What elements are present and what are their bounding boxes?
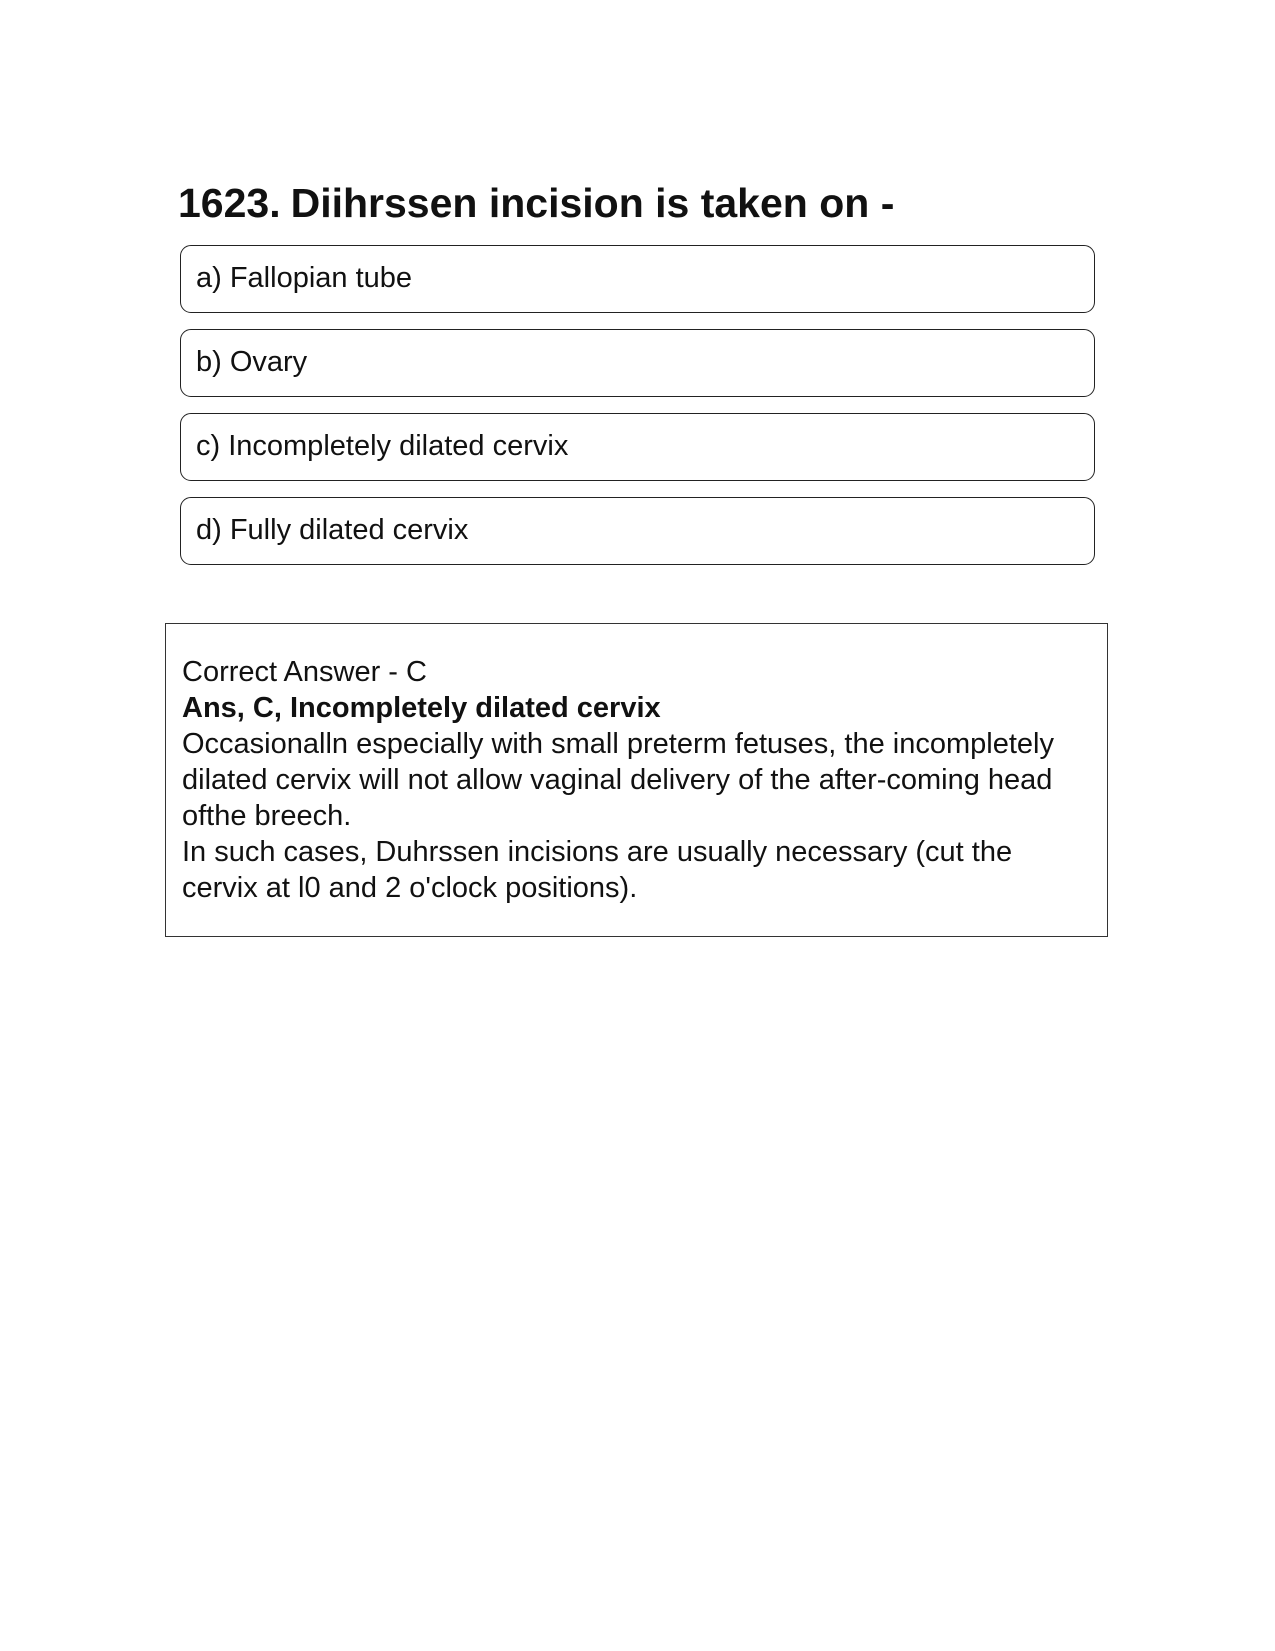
option-d[interactable]: d) Fully dilated cervix bbox=[180, 497, 1095, 565]
answer-heading: Ans, C, Incompletely dilated cervix bbox=[182, 692, 661, 724]
option-a[interactable]: a) Fallopian tube bbox=[180, 245, 1095, 313]
question-text: Diihrssen incision is taken on - bbox=[290, 180, 895, 226]
explanation-paragraph-2: In such cases, Duhrssen incisions are usually necessary (cut the cervix at l0 and 2 o'clock positions). bbox=[182, 836, 1013, 904]
question-heading bbox=[178, 178, 1098, 228]
option-c[interactable]: c) Incompletely dilated cervix bbox=[180, 413, 1095, 481]
option-b[interactable]: b) Ovary bbox=[180, 329, 1095, 397]
answer-explanation-box bbox=[165, 623, 1108, 937]
explanation-paragraph-1: Occasionalln especially with small preterm fetuses, the incompletely dilated cervix will not allow vaginal delivery of the after-coming head ofthe breech. bbox=[182, 728, 1054, 832]
options-list bbox=[180, 245, 1095, 581]
question-number: 1623. bbox=[178, 180, 281, 226]
correct-answer-line: Correct Answer - C bbox=[182, 656, 427, 688]
